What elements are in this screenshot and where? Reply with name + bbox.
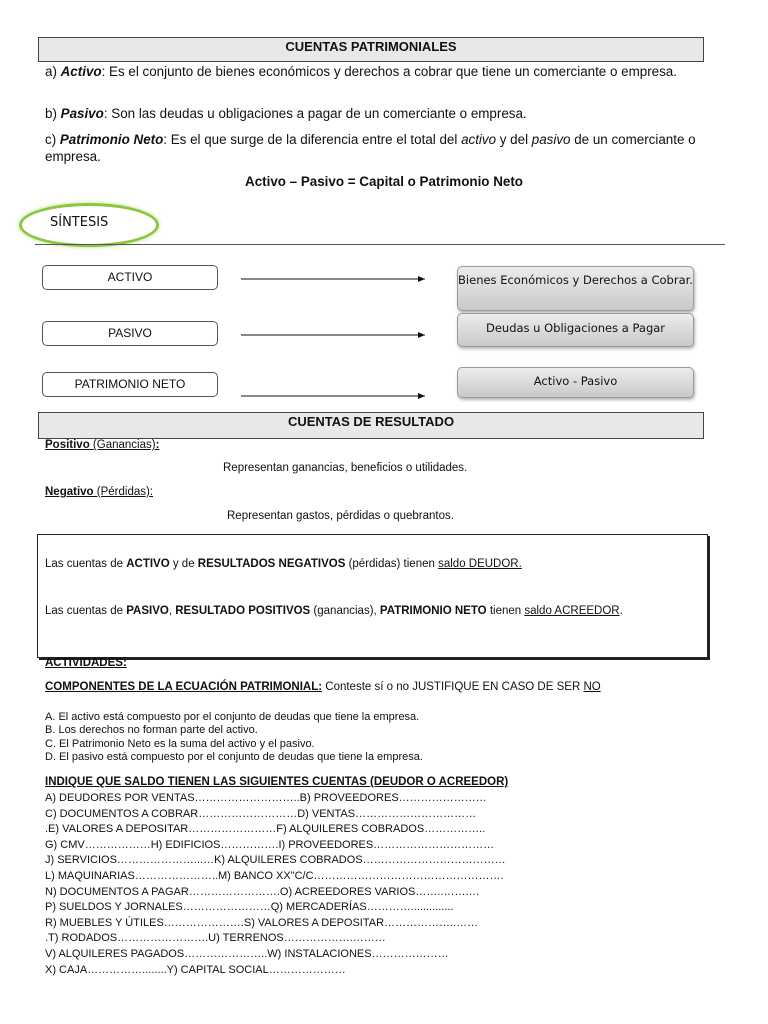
negativo-paren: (Pérdidas) [93,486,150,498]
sintesis-divider [35,244,725,245]
negativo-label: Negativo [45,486,94,498]
saldo-list-item: V) ALQUILERES PAGADOS…………………..W) INSTALACIONES………………… [45,947,449,960]
saldo-deudor: saldo DEUDOR. [438,558,522,570]
text-activo: : Es el conjunto de bienes económicos y derechos a cobrar que tiene un comerciante o empresa. [101,64,677,79]
synth-arrows [235,260,435,405]
term-activo: Activo [60,64,102,79]
saldo-text: (ganancias), [310,605,380,617]
synth-right-label: Deudas u Obligaciones a Pagar [485,321,666,335]
saldo-text: , [168,605,176,617]
positivo-label: Positivo [45,439,90,451]
definition-pasivo [45,105,705,122]
saldo-text: . [619,605,623,617]
question-a: A. El activo está compuesto por el conjunto de deudas que tiene la empresa. [45,711,420,723]
saldo-list-item: .T) RODADOS…………………….U) TERRENOS……………….……… [45,932,386,945]
saldo-bold: RESULTADO POSITIVOS [175,605,311,617]
saldo-list-item: A) DEUDORES POR VENTAS………………………..B) PROVEEDORES…………………… [45,792,487,804]
synth-left-activo [42,265,218,290]
saldo-question-title: INDIQUE QUE SALDO TIENEN LAS SIGUIENTES CUENTAS (DEUDOR O ACREEDOR) [45,776,509,788]
saldo-text: (pérdidas) tienen [345,558,439,570]
synth-right-pasivo [457,313,694,347]
synth-left-label: ACTIVO [107,270,153,284]
positivo-heading [45,439,159,451]
componentes-title: COMPONENTES DE LA ECUACIÓN PATRIMONIAL: [45,681,323,693]
patrimoniales-title: CUENTAS PATRIMONIALES [285,39,457,54]
actividades-title: ACTIVIDADES: [45,657,127,669]
patrimoniales-header [38,37,704,62]
synth-right-label: Activo - Pasivo [533,374,618,388]
negativo-text: Representan gastos, pérdidas o quebrantos. [227,510,454,522]
saldo-list-item: J) SERVICIOS…………………...…K) ALQUILERES COBRADOS………………………………… [45,854,506,867]
componentes-no: NO [583,681,601,693]
saldo-bold: ACTIVO [126,558,170,570]
saldo-list-item: N) DOCUMENTOS A PAGAR…………………….O) ACREEDORES VARIOS……..…….… [45,885,480,898]
definition-activo [45,63,705,80]
positivo-paren: (Ganancias) [89,439,156,451]
term-pasivo: Pasivo [60,106,104,121]
negativo-heading [45,486,153,498]
saldo-text: tienen [486,605,525,617]
synth-right-label: Bienes Económicos y Derechos a Cobrar. [458,273,693,287]
italic-activo: activo [461,132,497,147]
saldo-line-acreedor [45,605,623,617]
saldo-bold: PASIVO [126,605,169,617]
text-patrimonio-3: de un comerciante o empresa. [45,132,696,164]
prefix-c: c) [45,132,60,147]
saldo-list-item: R) MUEBLES Y ÚTILES………………….S) VALORES A DEPOSITAR………………..…… [45,916,479,929]
saldo-list-item: P) SUELDOS Y JORNALES……………………Q) MERCADERÍAS………….............. [45,901,454,914]
saldo-list-item: C) DOCUMENTOS A COBRAR………………………D) VENTAS…………………………… [45,807,477,820]
positivo-text: Representan ganancias, beneficios o utilidades. [223,462,468,474]
saldo-line-deudor [45,558,522,570]
saldo-text: y de [169,558,198,570]
question-b: B. Los derechos no forman parte del activo. [45,724,258,736]
synth-right-patrimonio [457,367,694,398]
prefix-a: a) [45,64,61,79]
saldo-bold: RESULTADOS NEGATIVOS [197,558,346,570]
saldo-list-item: L) MAQUINARIAS…………………..M) BANCO XX"C/C……………………………………………. [45,869,504,882]
synth-left-label: PATRIMONIO NETO [74,377,186,391]
term-patrimonio: Patrimonio Neto [59,132,164,147]
saldo-acreedor: saldo ACREEDOR [524,605,620,617]
positivo-colon: : [155,439,160,451]
resultado-header [38,412,704,439]
saldo-text: Las cuentas de [45,558,127,570]
text-patrimonio-2: y del [496,132,532,147]
saldo-text: Las cuentas de [45,605,127,617]
question-c: C. El Patrimonio Neto es la suma del activo y el pasivo. [45,738,315,750]
sintesis-label: SÍNTESIS [50,215,109,230]
saldo-bold: PATRIMONIO NETO [379,605,487,617]
synth-left-label: PASIVO [108,326,152,340]
text-pasivo: : Son las deudas u obligaciones a pagar de un comerciante o empresa. [103,106,527,121]
synth-left-patrimonio [42,372,218,397]
saldo-list-item: G) CMV………………H) EDIFICIOS…………….I) PROVEEDORES…………………………… [45,838,495,851]
synth-right-activo [457,266,694,311]
text-patrimonio-1: : Es el que surge de la diferencia entre el total del [163,132,462,147]
resultado-title: CUENTAS DE RESULTADO [287,414,455,429]
synth-left-pasivo [42,321,218,346]
prefix-b: b) [45,106,61,121]
componentes-text: Conteste sí o no JUSTIFIQUE EN CASO DE SER [322,681,584,693]
question-d: D. El pasivo está compuesto por el conjunto de deudas que tiene la empresa. [45,751,423,763]
saldo-list-item: .E) VALORES A DEPOSITAR……………………F) ALQUILERES COBRADOS…………….. [45,823,486,836]
negativo-colon: : [149,486,154,498]
saldo-list-item: X) CAJA……………........Y) CAPITAL SOCIAL………………… [45,963,346,976]
italic-pasivo: pasivo [531,132,571,147]
definition-patrimonio [45,131,705,165]
saldo-summary-box [37,534,708,658]
componentes-heading [45,681,601,693]
saldo-list [45,791,725,978]
equation: Activo – Pasivo = Capital o Patrimonio Neto [245,174,523,189]
